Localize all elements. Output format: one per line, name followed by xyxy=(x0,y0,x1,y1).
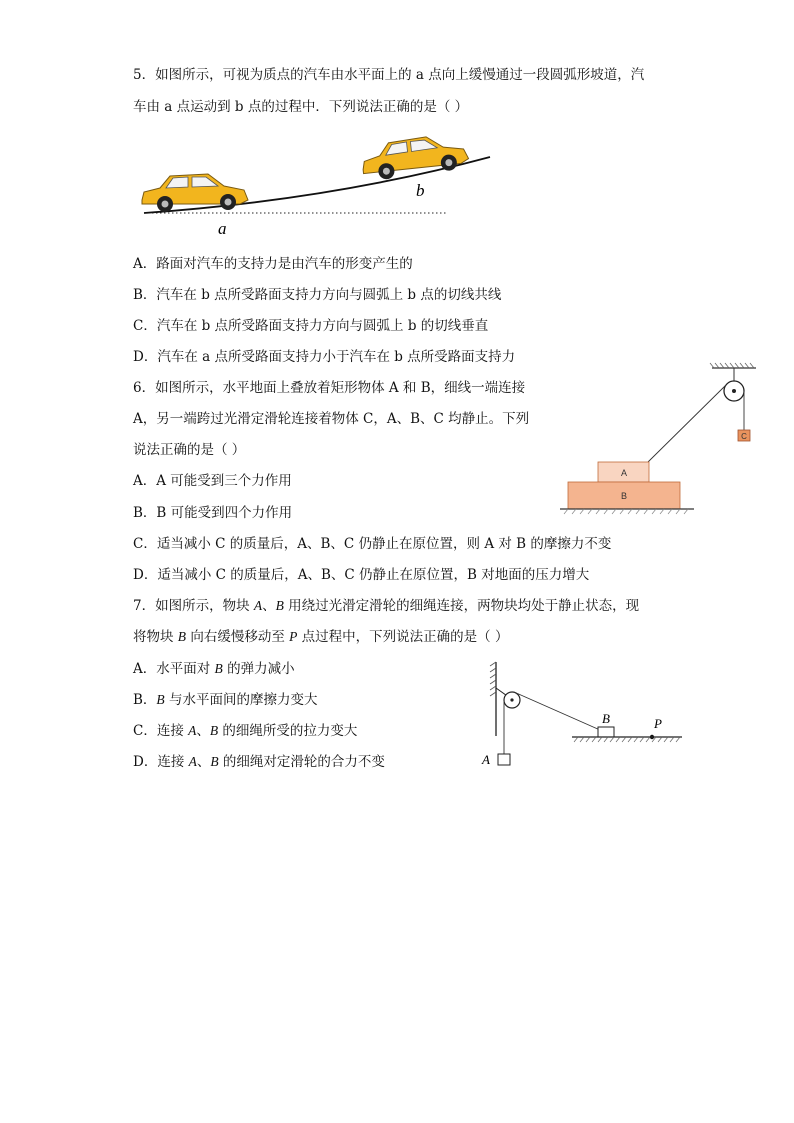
block-a-label: A xyxy=(620,468,628,478)
q6-option-c: C．适当减小 C 的质量后，A、B、C 仍静止在原位置，则 A 对 B 的摩擦力不变 xyxy=(133,536,612,552)
q6-stem-line-3: 说法正确的是（ ） xyxy=(133,442,246,458)
q7-figure-pulley-wall xyxy=(478,658,688,773)
q7-option-a: A．水平面对 B 的弹力减小 xyxy=(133,661,295,677)
q6-option-b: B．B 可能受到四个力作用 xyxy=(133,505,293,521)
q5-option-c: C．汽车在 b 点所受路面支持力方向与圆弧上 b 的切线垂直 xyxy=(133,318,489,334)
rope-to-a xyxy=(648,385,726,462)
point-p-label: P xyxy=(654,716,662,731)
q5-stem-line-1: 5．如图所示，可视为质点的汽车由水平面上的 a 点向上缓慢通过一段圆弧形坡道，汽 xyxy=(133,67,645,83)
q6-stem-line-2: A，另一端跨过光滑定滑轮连接着物体 C，A、B、C 均静止。下列 xyxy=(133,411,530,427)
q5-option-b: B．汽车在 b 点所受路面支持力方向与圆弧上 b 点的切线共线 xyxy=(133,287,502,303)
block-b-label: B xyxy=(620,491,628,501)
q6-stem-line-1: 6．如图所示，水平地面上叠放着矩形物体 A 和 B，细线一端连接 xyxy=(133,380,526,396)
block-c-label: C xyxy=(741,432,747,441)
rope-to-b xyxy=(514,692,600,730)
q7-stem-line-1: 7．如图所示，物块 A、B 用绕过光滑定滑轮的细绳连接，两物块均处于静止状态，现 xyxy=(133,598,640,614)
q5-stem-line-2: 车由 a 点运动到 b 点的过程中．下列说法正确的是（ ） xyxy=(133,99,469,115)
label-b: b xyxy=(416,181,425,200)
car-at-b-icon xyxy=(360,133,469,182)
car-at-a-icon xyxy=(142,174,248,212)
q7-stem-line-2: 将物块 B 向右缓慢移动至 P 点过程中，下列说法正确的是（ ） xyxy=(133,629,509,645)
q7-option-d: D．连接 A、B 的细绳对定滑轮的合力不变 xyxy=(133,754,385,770)
block-a xyxy=(498,754,510,765)
q6-option-a: A．A 可能受到三个力作用 xyxy=(133,473,292,489)
q6-figure-pulley-blocks xyxy=(560,362,760,522)
block-b-label: B xyxy=(602,711,610,726)
label-a: a xyxy=(218,219,227,238)
block-a-label: A xyxy=(482,752,490,767)
q6-option-d: D．适当减小 C 的质量后，A、B、C 仍静止在原位置，B 对地面的压力增大 xyxy=(133,567,590,583)
q5-option-a: A．路面对汽车的支持力是由汽车的形变产生的 xyxy=(133,256,413,272)
q7-option-c: C．连接 A、B 的细绳所受的拉力变大 xyxy=(133,723,358,739)
block-b xyxy=(598,727,614,737)
q7-option-b: B．B 与水平面间的摩擦力变大 xyxy=(133,692,318,708)
q5-option-d: D．汽车在 a 点所受路面支持力小于汽车在 b 点所受路面支持力 xyxy=(133,349,516,365)
q5-figure-car-slope xyxy=(130,130,500,240)
